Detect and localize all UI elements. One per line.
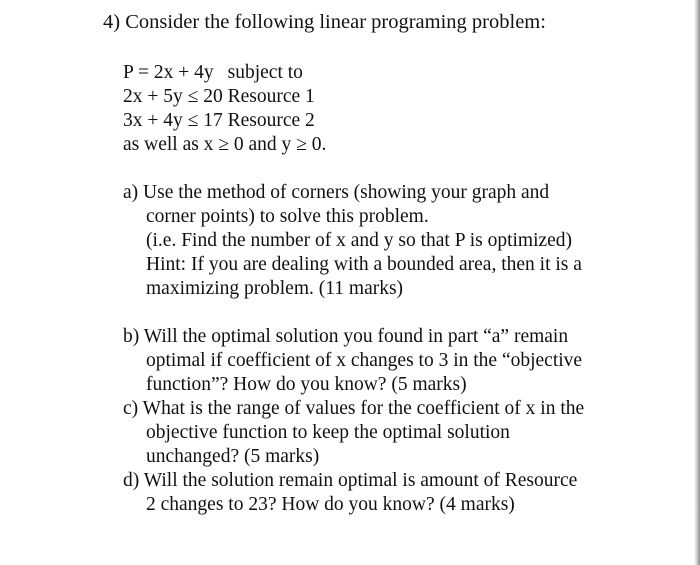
subject-to-label: subject to (227, 62, 303, 83)
constraint-resource-1: 2x + 5y ≤ 20 Resource 1 (123, 86, 315, 107)
constraint-resource-2: 3x + 4y ≤ 17 Resource 2 (123, 110, 315, 131)
part-a-line-3: (i.e. Find the number of x and y so that P is optimized) (146, 230, 573, 251)
part-d-line-1: d) Will the solution remain optimal is amount of Resource (123, 470, 578, 491)
objective-line (123, 61, 303, 85)
part-a-line-5: maximizing problem. (11 marks) (146, 278, 404, 299)
part-d-line-2: 2 changes to 23? How do you know? (4 marks) (146, 494, 515, 515)
non-negativity-constraint: as well as x ≥ 0 and y ≥ 0. (123, 134, 327, 155)
part-b-line-2: optimal if coefficient of x changes to 3 in the “objective (146, 350, 583, 371)
part-c-line-2: objective function to keep the optimal solution (146, 422, 510, 443)
part-a-line-2: corner points) to solve this problem. (146, 206, 429, 227)
objective-function: P = 2x + 4y (123, 62, 214, 83)
part-b-line-3: function”? How do you know? (5 marks) (146, 374, 467, 395)
part-b-line-1: b) Will the optimal solution you found in part “a” remain (123, 326, 569, 347)
part-a-line-4: Hint: If you are dealing with a bounded area, then it is a (146, 254, 582, 275)
question-title: 4) Consider the following linear programing problem: (103, 11, 546, 33)
part-c-line-1: c) What is the range of values for the coefficient of x in the (123, 398, 585, 419)
page-edge-shadow (694, 0, 700, 565)
part-c-line-3: unchanged? (5 marks) (146, 446, 320, 467)
part-a-line-1: a) Use the method of corners (showing your graph and (123, 182, 550, 203)
